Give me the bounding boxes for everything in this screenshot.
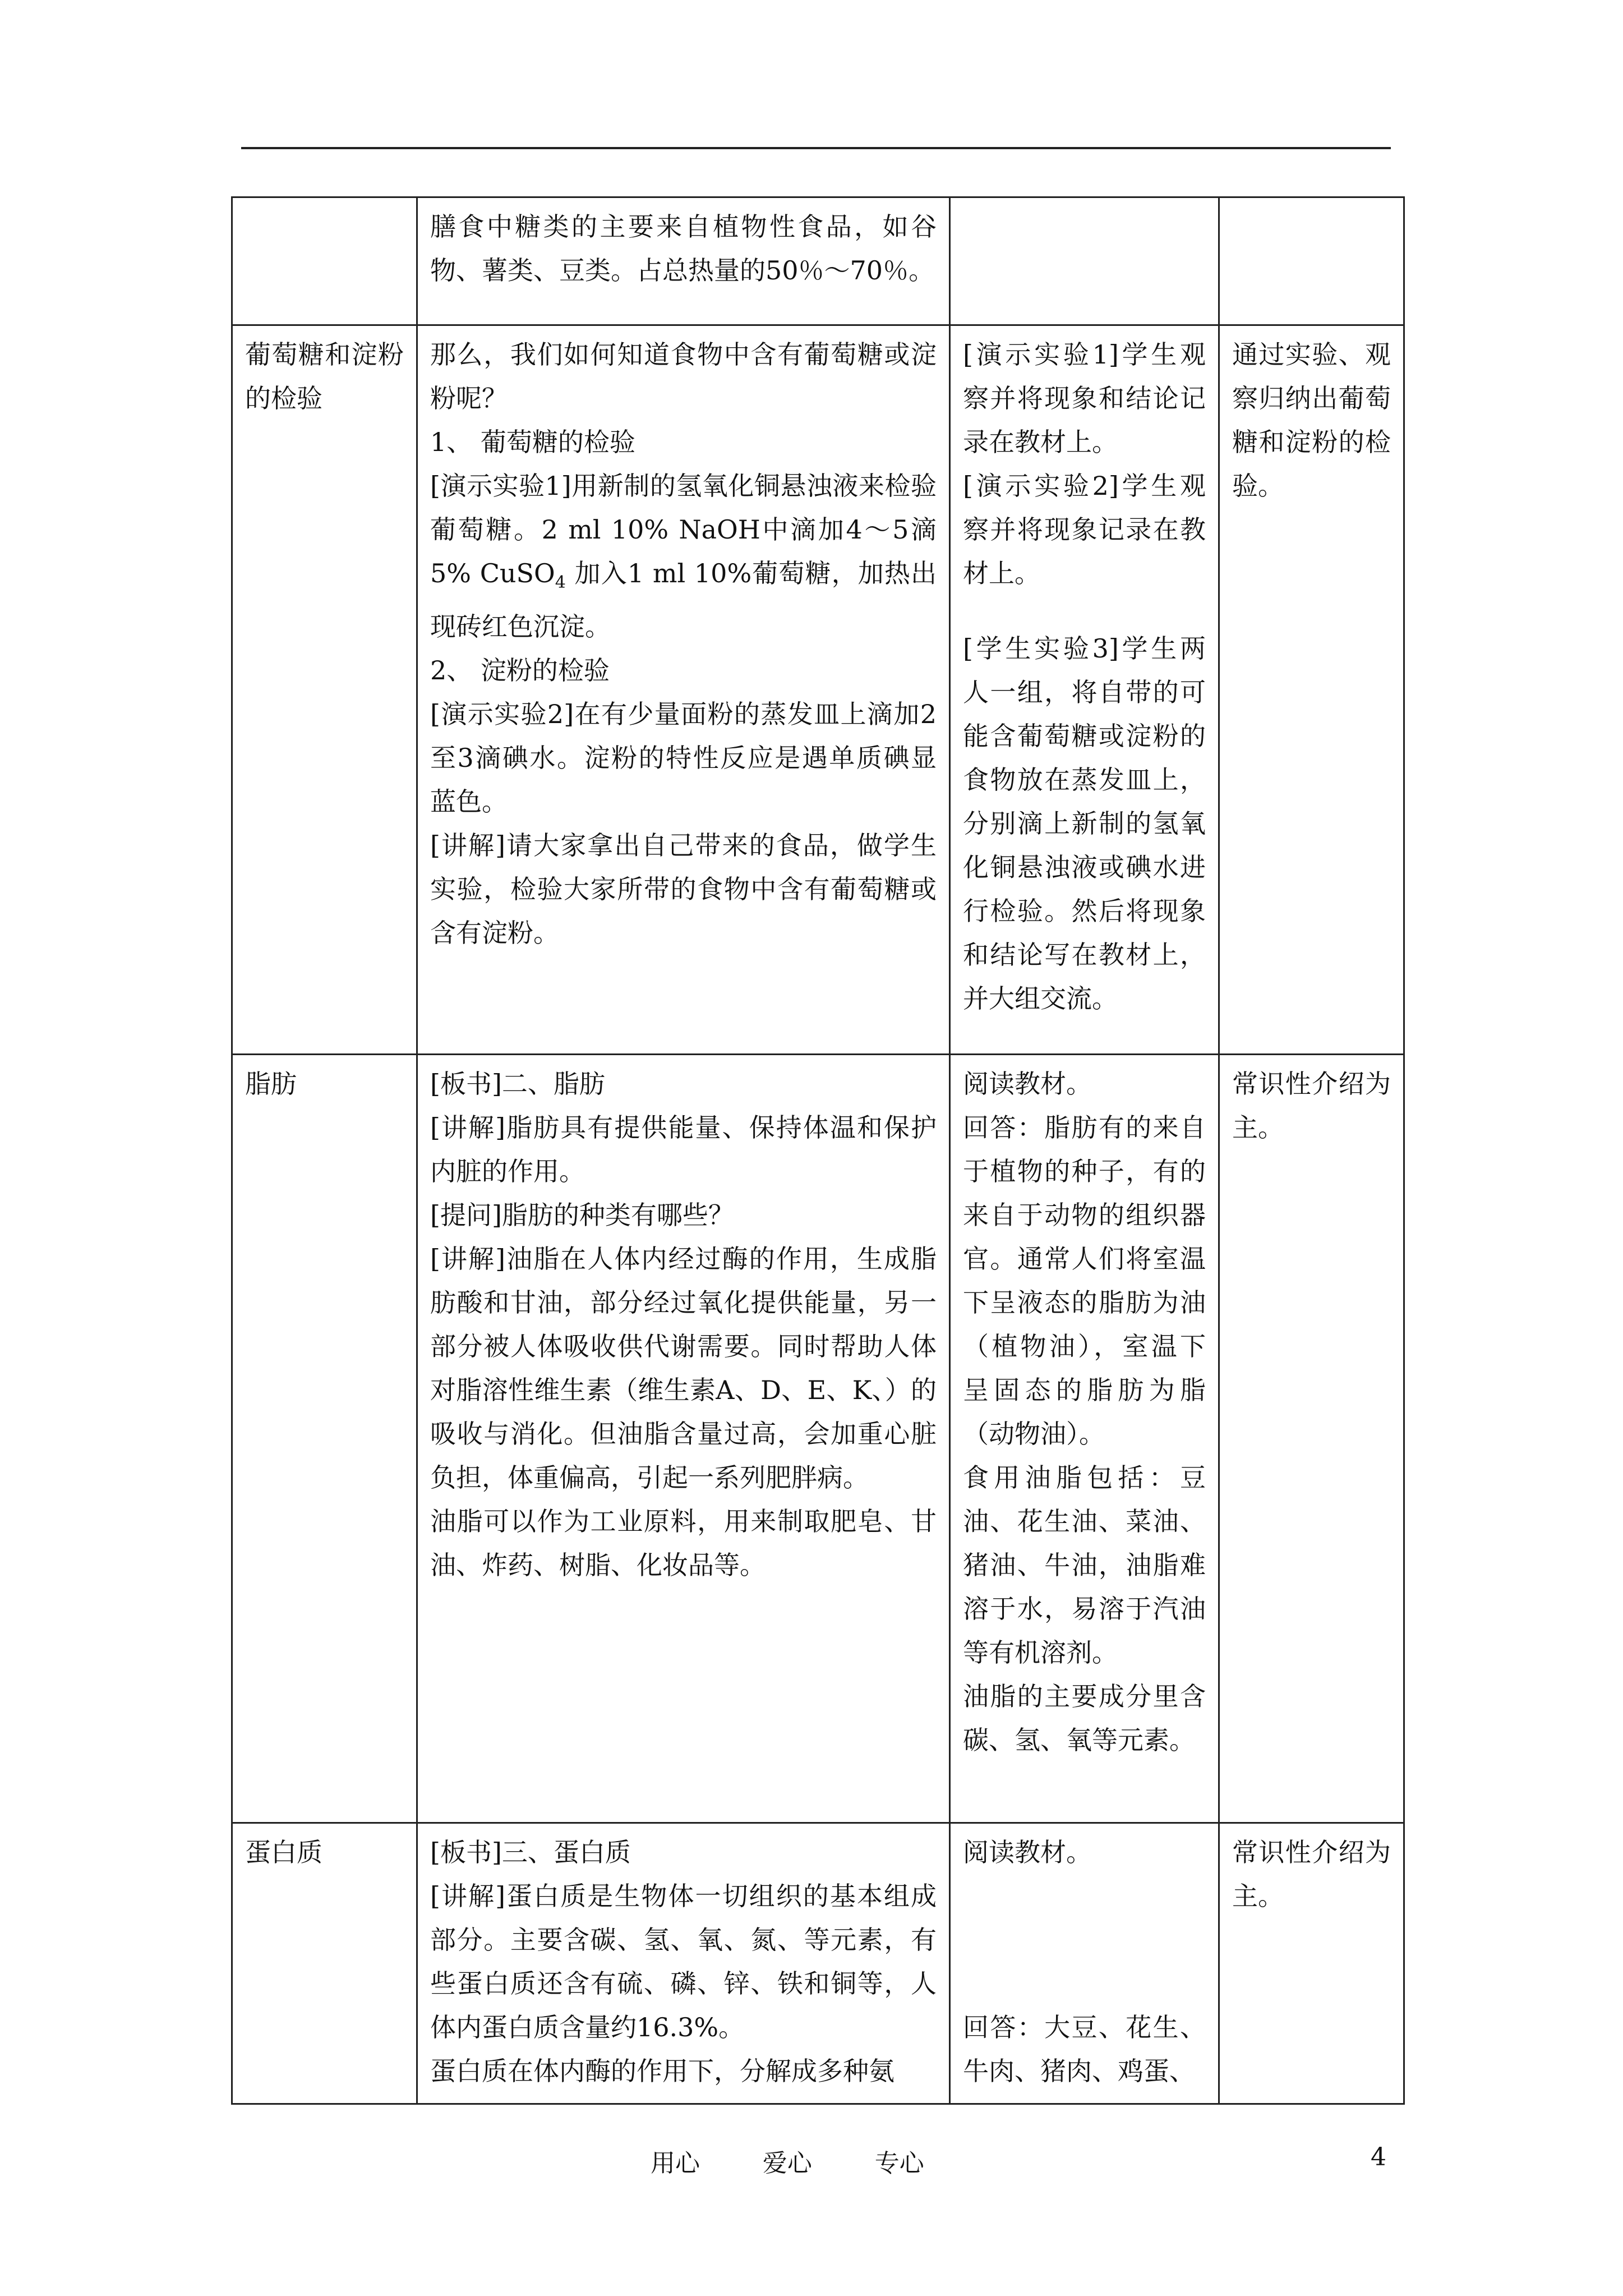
activity-paragraph: [演示实验2]学生观察并将现象记录在教材上。 [963,471,1206,588]
table-row [232,1823,1404,2104]
activity-cell [950,197,1219,325]
content-paragraph: [讲解]脂肪具有提供能量、保持体温和保护内脏的作用。 [430,1112,937,1186]
topic-label: 葡萄糖和淀粉的检验 [245,339,404,413]
lesson-plan-table [231,196,1405,2105]
activity-paragraph: 阅读教材。 [963,1069,1092,1099]
activity-paragraph: [学生实验3]学生两人一组，将自带的可能含葡萄糖或淀粉的食物放在蒸发皿上，分别滴上新制的氢氧化铜悬浊液或碘水进行检验。然后将现象和结论写在教材上，并大组交流。 [963,633,1206,1014]
activity-paragraph: 回答：大豆、花生、牛肉、猪肉、鸡蛋、 [963,2012,1206,2086]
intent-text: 通过实验、观察归纳出葡萄糖和淀粉的检验。 [1232,339,1391,501]
page-number: 4 [1371,2143,1386,2171]
footer-motto: 用心 爱心 专心 [651,2149,924,2178]
content-heading: 2、 淀粉的检验 [430,655,610,686]
intent-cell [1219,1823,1404,2104]
intent-text: 常识性介绍为主。 [1232,1069,1391,1143]
activity-paragraph: 食用油脂包括：豆油、花生油、菜油、猪油、牛油，油脂难溶于水，易溶于汽油等有机溶剂。 [963,1462,1206,1668]
content-paragraph: [演示实验2]在有少量面粉的蒸发皿上滴加2至3滴碘水。淀粉的特性反应是遇单质碘显蓝色。 [430,699,937,817]
intent-cell [1219,325,1404,1055]
topic-label: 脂肪 [245,1069,297,1099]
activity-paragraph: [演示实验1]学生观察并将现象和结论记录在教材上。 [963,339,1206,457]
content-heading: 1、 葡萄糖的检验 [430,427,635,457]
table-row [232,325,1404,1055]
content-cell [417,1823,950,2104]
content-paragraph: [讲解]请大家拿出自己带来的食品，做学生实验，检验大家所带的食物中含有葡萄糖或含有淀粉。 [430,830,937,949]
intent-cell [1219,197,1404,325]
content-paragraph: 蛋白质在体内酶的作用下，分解成多种氨 [430,2056,895,2086]
content-cell [417,325,950,1055]
experiment-text-cont: 加入1 ml 10%葡萄糖，加热出现砖红色沉淀。 [430,558,937,642]
content-heading: [板书]二、脂肪 [430,1069,605,1099]
activity-paragraph: 回答：脂肪有的来自于植物的种子，有的来自于动物的组织器官。通常人们将室温下呈液态的脂肪为油（植物油），室温下呈固态的脂肪为脂（动物油）。 [963,1112,1206,1449]
content-heading: [板书]三、蛋白质 [430,1837,631,1867]
activity-cell [950,1055,1219,1823]
topic-cell [232,1823,417,2104]
spacer [963,1874,1206,2005]
page-footer [0,2143,1623,2177]
content-paragraph: 那么，我们如何知道食物中含有葡萄糖或淀粉呢？ [430,339,937,413]
content-paragraph: [讲解]蛋白质是生物体一切组织的基本组成部分。主要含碳、氢、氧、氮、等元素，有些蛋白质还含有硫、磷、锌、铁和铜等，人体内蛋白质含量约16.3%。 [430,1881,937,2042]
experiment-text: [演示实验1]用新制的氢氧化铜悬浊液来检验葡萄糖。2 ml 10% NaOH中滴加4～5滴5% CuSO [430,471,937,588]
table-row [232,1055,1404,1823]
topic-cell [232,1055,417,1823]
content-paragraph: 油脂可以作为工业原料，用来制取肥皂、甘油、炸药、树脂、化妆品等。 [430,1506,937,1580]
activity-cell [950,325,1219,1055]
intent-cell [1219,1055,1404,1823]
content-cell [417,1055,950,1823]
content-paragraph: 膳食中糖类的主要来自植物性食品，如谷物、薯类、豆类。占总热量的50％～70％。 [430,211,937,286]
activity-paragraph: 油脂的主要成分里含碳、氢、氧等元素。 [963,1681,1206,1755]
table-row [232,197,1404,325]
spacer [963,595,1206,627]
content-paragraph: [提问]脂肪的种类有哪些？ [430,1200,734,1230]
topic-cell [232,197,417,325]
topic-label: 蛋白质 [245,1837,322,1867]
header-rule [241,147,1391,149]
topic-cell [232,325,417,1055]
content-paragraph: [讲解]油脂在人体内经过酶的作用，生成脂肪酸和甘油，部分经过氧化提供能量，另一部分被人体吸收供代谢需要。同时帮助人体对脂溶性维生素（维生素A、D、E、K、）的吸收与消化。但油脂含量过高，会加重心脏负担，体重偏高，引起一系列肥胖病。 [430,1244,937,1493]
activity-cell [950,1823,1219,2104]
intent-text: 常识性介绍为主。 [1232,1837,1391,1911]
subscript: 4 [555,573,566,593]
content-cell [417,197,950,325]
activity-paragraph: 阅读教材。 [963,1837,1092,1867]
content-paragraph [430,464,937,648]
